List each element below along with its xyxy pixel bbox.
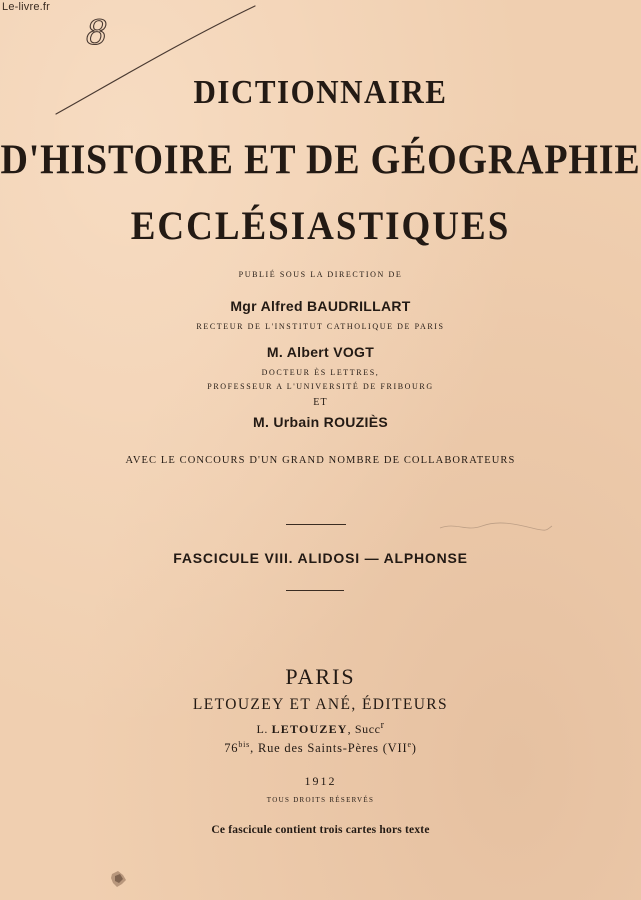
editor-2-role-line-1: DOCTEUR ÈS LETTRES, bbox=[261, 368, 380, 377]
editor-vogt bbox=[0, 344, 641, 360]
editor-1-surname: BAUDRILLART bbox=[307, 298, 411, 314]
address-sup: bis bbox=[238, 740, 251, 749]
paper-stain bbox=[108, 868, 130, 890]
editor-1-role: RECTEUR DE L'INSTITUT CATHOLIQUE DE PARIS bbox=[196, 322, 445, 331]
address-number: 76 bbox=[224, 741, 239, 756]
pencil-annotation-number: 8 bbox=[86, 13, 108, 53]
editor-3-surname: ROUZIÈS bbox=[323, 414, 388, 430]
collaborators-line: AVEC LE CONCOURS D'UN GRAND NOMBRE DE COLLABORATEURS bbox=[125, 455, 516, 466]
imprint-rights: TOUS DROITS RÉSERVÉS bbox=[266, 796, 375, 804]
maps-note: Ce fascicule contient trois cartes hors texte bbox=[211, 824, 430, 836]
imprint-city: PARIS bbox=[285, 664, 356, 689]
editor-1-prefix: Mgr Alfred bbox=[230, 298, 308, 314]
successor-sup: r bbox=[380, 720, 385, 731]
editor-rouzies bbox=[0, 414, 641, 430]
editor-2-surname: VOGT bbox=[333, 344, 375, 360]
editor-2-role-line-2: PROFESSEUR A L'UNIVERSITÉ DE FRIBOURG bbox=[207, 382, 434, 391]
fascicule-title: FASCICULE VIII. ALIDOSI — ALPHONSE bbox=[173, 550, 468, 566]
editor-3-prefix: M. Urbain bbox=[253, 414, 324, 430]
address-street: , Rue des Saints-Pères (VII bbox=[250, 741, 408, 756]
title-line-2: D'HISTOIRE ET DE GÉOGRAPHIE bbox=[0, 136, 641, 184]
address-arr-sup: e bbox=[407, 740, 412, 749]
imprint-address bbox=[0, 740, 641, 756]
editor-baudrillart bbox=[0, 298, 641, 314]
imprint-publisher: LETOUZEY ET ANÉ, ÉDITEURS bbox=[192, 696, 449, 713]
site-watermark: Le-livre.fr bbox=[2, 1, 51, 13]
faint-handwriting bbox=[436, 516, 556, 538]
conjunction: ET bbox=[313, 397, 328, 408]
divider-bottom bbox=[286, 590, 344, 591]
title-line-1: DICTIONNAIRE bbox=[193, 72, 448, 111]
title-line-3: ECCLÉSIASTIQUES bbox=[130, 203, 511, 250]
editor-2-prefix: M. Albert bbox=[266, 344, 334, 360]
imprint-year: 1912 bbox=[304, 774, 337, 788]
successor-name: LETOUZEY bbox=[271, 722, 348, 736]
direction-intro: PUBLIÉ SOUS LA DIRECTION DE bbox=[238, 270, 403, 279]
divider-top bbox=[286, 524, 346, 525]
address-close: ) bbox=[411, 741, 417, 756]
successor-prefix: L. bbox=[256, 722, 272, 736]
imprint-successor bbox=[0, 720, 641, 737]
successor-suffix: , Succ bbox=[347, 722, 381, 736]
